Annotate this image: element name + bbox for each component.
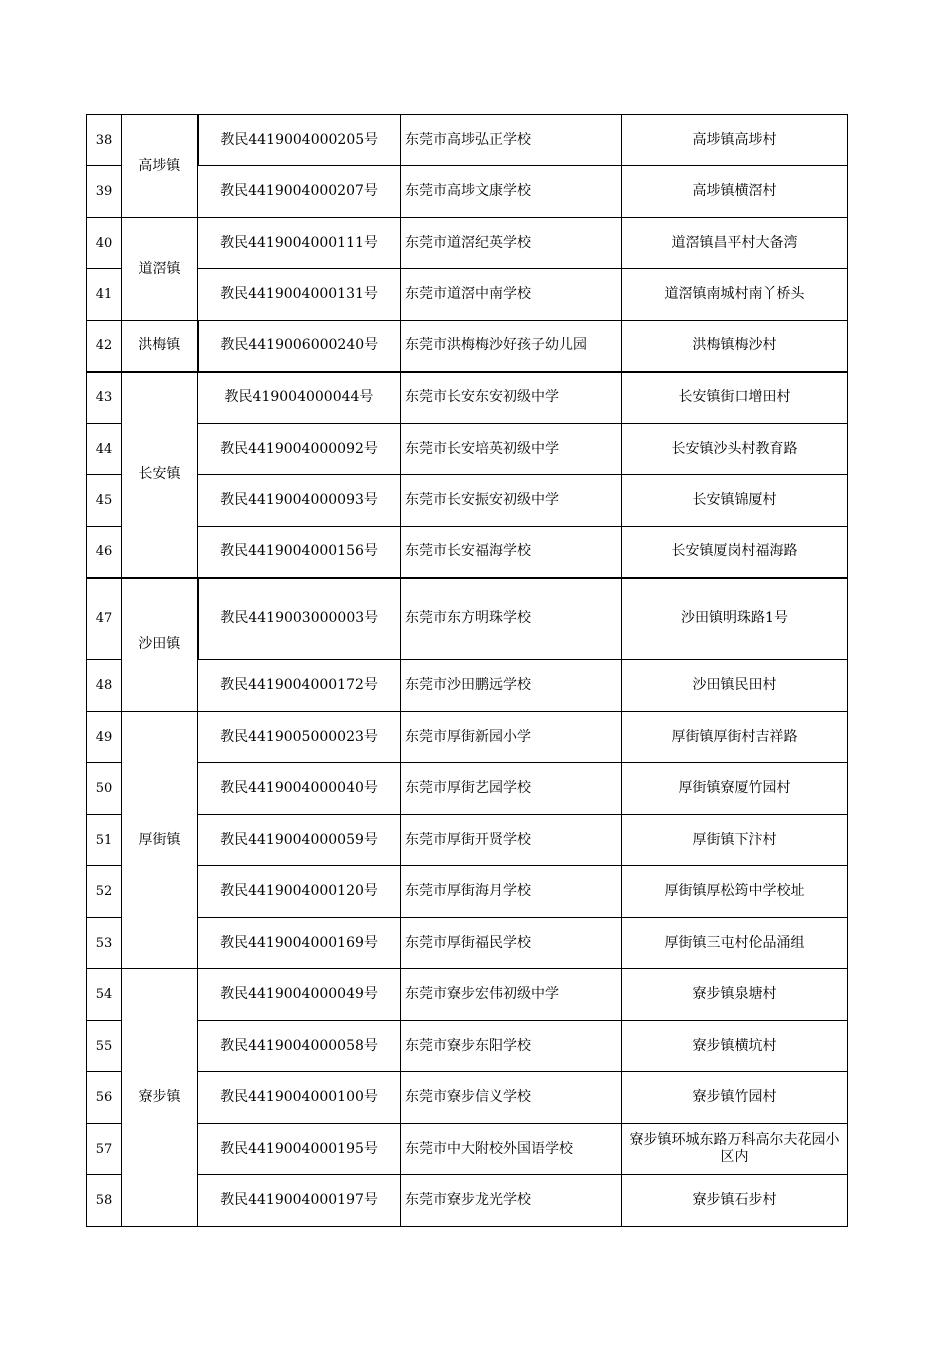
address-cell: 高埗镇横滘村 (622, 166, 848, 218)
address-cell: 沙田镇明珠路1号 (622, 578, 848, 660)
permit-number-cell: 教民4419004000169号 (198, 918, 401, 969)
table-row (87, 866, 848, 918)
permit-number-cell: 教民4419004000172号 (198, 660, 401, 712)
table-row (87, 815, 848, 866)
school-name-cell: 东莞市长安东安初级中学 (401, 372, 622, 424)
school-name-cell: 东莞市洪梅梅沙好孩子幼儿园 (401, 321, 622, 372)
address-cell: 寮步镇横坑村 (622, 1021, 848, 1072)
address-cell: 沙田镇民田村 (622, 660, 848, 712)
table-row (87, 269, 848, 321)
table-row (87, 115, 848, 166)
table-row (87, 475, 848, 527)
school-name-cell: 东莞市中大附校外国语学校 (401, 1124, 622, 1175)
town-cell: 洪梅镇 (122, 321, 198, 372)
school-name-cell: 东莞市道滘纪英学校 (401, 218, 622, 269)
table-row (87, 918, 848, 969)
school-name-cell: 东莞市厚街福民学校 (401, 918, 622, 969)
address-cell: 厚街镇三屯村伦品涌组 (622, 918, 848, 969)
table-row (87, 578, 848, 660)
school-name-cell: 东莞市长安培英初级中学 (401, 424, 622, 475)
permit-number-cell: 教民4419004000156号 (198, 527, 401, 578)
address-cell: 道滘镇昌平村大备湾 (622, 218, 848, 269)
address-cell: 厚街镇下汴村 (622, 815, 848, 866)
permit-number-cell: 教民4419004000111号 (198, 218, 401, 269)
table-row (87, 218, 848, 269)
school-name-cell: 东莞市厚街开贤学校 (401, 815, 622, 866)
permit-number-cell: 教民419004000044号 (198, 372, 401, 424)
address-cell: 寮步镇竹园村 (622, 1072, 848, 1124)
address-cell: 寮步镇石步村 (622, 1175, 848, 1227)
permit-number-cell: 教民4419004000131号 (198, 269, 401, 321)
school-name-cell: 东莞市寮步信义学校 (401, 1072, 622, 1124)
permit-number-cell: 教民4419004000195号 (198, 1124, 401, 1175)
address-cell: 长安镇沙头村教育路 (622, 424, 848, 475)
address-cell: 寮步镇环城东路万科高尔夫花园小区内 (622, 1124, 848, 1175)
table-row (87, 321, 848, 372)
row-number-cell: 42 (87, 321, 122, 372)
permit-number-cell: 教民4419004000205号 (198, 115, 401, 166)
school-name-cell: 东莞市寮步龙光学校 (401, 1175, 622, 1227)
permit-number-cell: 教民4419005000023号 (198, 712, 401, 763)
table-row (87, 712, 848, 763)
table-row (87, 1072, 848, 1124)
table-row (87, 166, 848, 218)
address-cell: 厚街镇厚街村吉祥路 (622, 712, 848, 763)
row-number-cell: 38 (87, 115, 122, 166)
table-row (87, 1124, 848, 1175)
row-number-cell: 44 (87, 424, 122, 475)
row-number-cell: 57 (87, 1124, 122, 1175)
address-cell: 长安镇街口增田村 (622, 372, 848, 424)
school-name-cell: 东莞市高埗弘正学校 (401, 115, 622, 166)
town-cell: 厚街镇 (122, 712, 198, 969)
school-name-cell: 东莞市寮步东阳学校 (401, 1021, 622, 1072)
permit-number-cell: 教民4419004000207号 (198, 166, 401, 218)
permit-number-cell: 教民4419004000040号 (198, 763, 401, 815)
permit-number-cell: 教民4419003000003号 (198, 578, 401, 660)
row-number-cell: 41 (87, 269, 122, 321)
permit-number-cell: 教民4419006000240号 (198, 321, 401, 372)
table-row (87, 660, 848, 712)
address-cell: 高埗镇高埗村 (622, 115, 848, 166)
row-number-cell: 49 (87, 712, 122, 763)
school-name-cell: 东莞市长安福海学校 (401, 527, 622, 578)
table-row (87, 763, 848, 815)
school-name-cell: 东莞市长安振安初级中学 (401, 475, 622, 527)
row-number-cell: 58 (87, 1175, 122, 1227)
address-cell: 长安镇锦厦村 (622, 475, 848, 527)
address-cell: 厚街镇寮厦竹园村 (622, 763, 848, 815)
permit-number-cell: 教民4419004000058号 (198, 1021, 401, 1072)
town-cell: 高埗镇 (122, 115, 198, 218)
row-number-cell: 52 (87, 866, 122, 918)
row-number-cell: 50 (87, 763, 122, 815)
table-row (87, 1021, 848, 1072)
table-row (87, 527, 848, 578)
row-number-cell: 53 (87, 918, 122, 969)
row-number-cell: 39 (87, 166, 122, 218)
school-name-cell: 东莞市道滘中南学校 (401, 269, 622, 321)
table-row (87, 969, 848, 1021)
address-cell: 厚街镇厚松筠中学校址 (622, 866, 848, 918)
row-number-cell: 47 (87, 578, 122, 660)
address-cell: 寮步镇泉塘村 (622, 969, 848, 1021)
school-name-cell: 东莞市高埗文康学校 (401, 166, 622, 218)
row-number-cell: 56 (87, 1072, 122, 1124)
school-name-cell: 东莞市寮步宏伟初级中学 (401, 969, 622, 1021)
school-permit-table (86, 114, 848, 1227)
row-number-cell: 46 (87, 527, 122, 578)
row-number-cell: 54 (87, 969, 122, 1021)
table-row (87, 372, 848, 424)
row-number-cell: 51 (87, 815, 122, 866)
town-cell: 沙田镇 (122, 578, 198, 712)
school-name-cell: 东莞市东方明珠学校 (401, 578, 622, 660)
address-cell: 道滘镇南城村南丫桥头 (622, 269, 848, 321)
table-body (87, 115, 848, 1227)
address-cell: 洪梅镇梅沙村 (622, 321, 848, 372)
row-number-cell: 40 (87, 218, 122, 269)
school-name-cell: 东莞市厚街艺园学校 (401, 763, 622, 815)
permit-number-cell: 教民4419004000049号 (198, 969, 401, 1021)
permit-number-cell: 教民4419004000120号 (198, 866, 401, 918)
permit-number-cell: 教民4419004000093号 (198, 475, 401, 527)
town-cell: 道滘镇 (122, 218, 198, 321)
town-cell: 寮步镇 (122, 969, 198, 1227)
school-name-cell: 东莞市厚街新园小学 (401, 712, 622, 763)
table-row (87, 1175, 848, 1227)
row-number-cell: 45 (87, 475, 122, 527)
permit-number-cell: 教民4419004000100号 (198, 1072, 401, 1124)
permit-number-cell: 教民4419004000197号 (198, 1175, 401, 1227)
school-name-cell: 东莞市厚街海月学校 (401, 866, 622, 918)
school-name-cell: 东莞市沙田鹏远学校 (401, 660, 622, 712)
address-cell: 长安镇厦岗村福海路 (622, 527, 848, 578)
row-number-cell: 43 (87, 372, 122, 424)
row-number-cell: 55 (87, 1021, 122, 1072)
table-row (87, 424, 848, 475)
town-cell: 长安镇 (122, 372, 198, 578)
row-number-cell: 48 (87, 660, 122, 712)
permit-number-cell: 教民4419004000059号 (198, 815, 401, 866)
permit-number-cell: 教民4419004000092号 (198, 424, 401, 475)
